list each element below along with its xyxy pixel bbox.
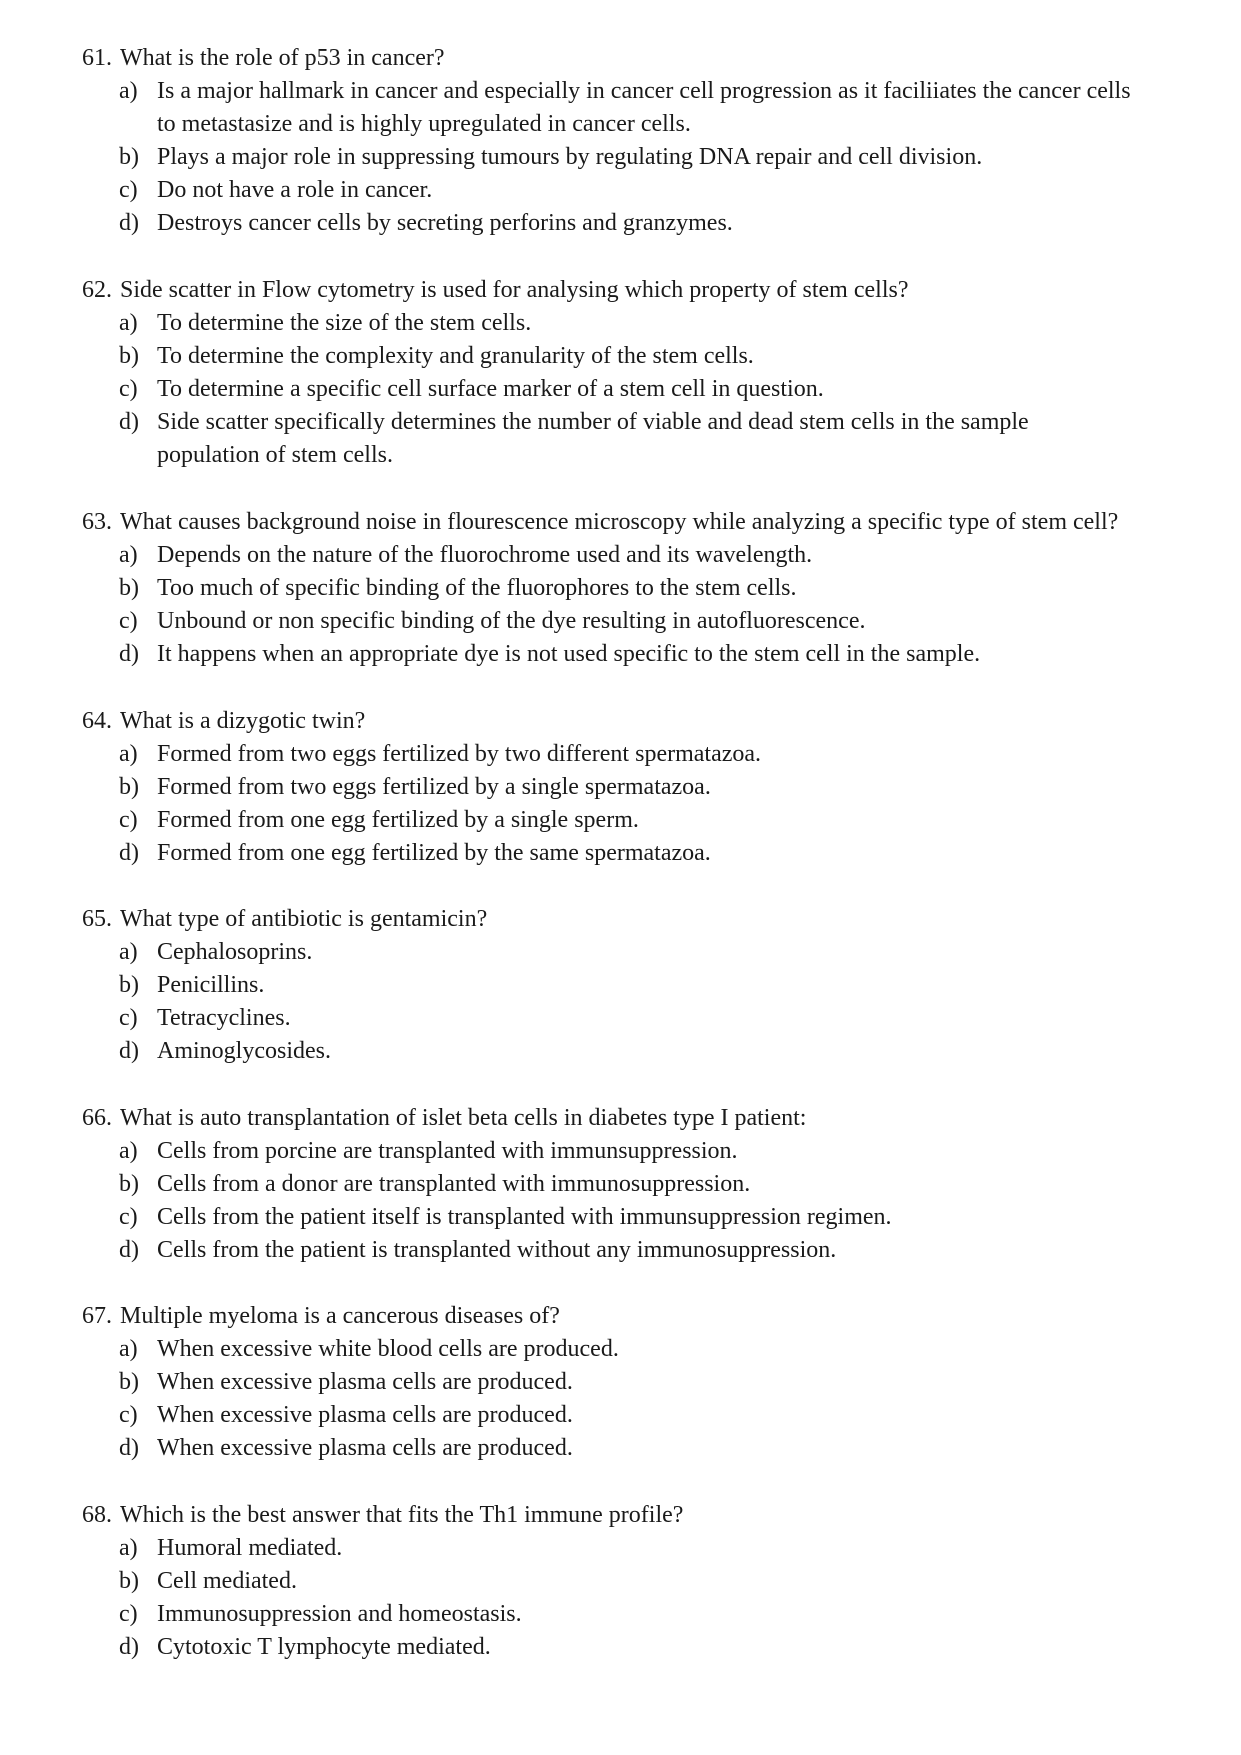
- option-text: Formed from two eggs fertilized by a single spermatazoa.: [157, 774, 711, 800]
- option-letter: a): [119, 939, 138, 965]
- option-letter: d): [119, 1237, 139, 1263]
- option-list: [82, 75, 1192, 240]
- option-d: [82, 638, 1192, 671]
- option-d: [82, 207, 1192, 240]
- option-text: Cells from porcine are transplanted with immunsuppression.: [157, 1138, 738, 1164]
- question-stem: [82, 705, 1192, 738]
- option-letter: a): [119, 741, 138, 767]
- option-letter: c): [119, 1204, 138, 1230]
- option-a: [82, 1135, 1192, 1168]
- option-c: [82, 1598, 1192, 1631]
- question-text: What is a dizygotic twin?: [120, 708, 366, 734]
- option-c: [82, 373, 1192, 406]
- option-letter: d): [119, 641, 139, 667]
- question-text: Side scatter in Flow cytometry is used for analysing which property of stem cells?: [120, 277, 909, 303]
- option-b: [82, 969, 1192, 1002]
- option-text: Is a major hallmark in cancer and especially in cancer cell progression as it faciliiates the cancer cells to metastasize and is highly upregulated in cancer cells.: [157, 78, 1131, 137]
- option-text: To determine the complexity and granularity of the stem cells.: [157, 343, 754, 369]
- option-letter: c): [119, 1402, 138, 1428]
- question-number: 62.: [82, 277, 112, 303]
- option-letter: b): [119, 1369, 139, 1395]
- option-b: [82, 1168, 1192, 1201]
- option-d: [82, 1035, 1192, 1068]
- option-text: Cell mediated.: [157, 1568, 297, 1594]
- question-text: What type of antibiotic is gentamicin?: [120, 906, 488, 932]
- question-number: 64.: [82, 708, 112, 734]
- option-text: Cells from the patient itself is transplanted with immunsuppression regimen.: [157, 1204, 892, 1230]
- option-b: [82, 340, 1192, 373]
- option-letter: d): [119, 210, 139, 236]
- question-63: [82, 506, 1192, 671]
- option-letter: a): [119, 78, 138, 104]
- option-letter: b): [119, 343, 139, 369]
- option-b: [82, 1366, 1192, 1399]
- option-text: Destroys cancer cells by secreting perforins and granzymes.: [157, 210, 733, 236]
- option-letter: d): [119, 1634, 139, 1660]
- option-d: [82, 406, 1192, 472]
- option-letter: c): [119, 608, 138, 634]
- question-stem: [82, 1300, 1192, 1333]
- question-text: What is the role of p53 in cancer?: [120, 45, 445, 71]
- option-a: [82, 75, 1192, 141]
- option-text: Cells from a donor are transplanted with immunosuppression.: [157, 1171, 751, 1197]
- question-65: [82, 903, 1192, 1068]
- option-letter: c): [119, 376, 138, 402]
- question-stem: [82, 903, 1192, 936]
- option-text: Plays a major role in suppressing tumours by regulating DNA repair and cell division.: [157, 144, 983, 170]
- option-a: [82, 738, 1192, 771]
- option-list: [82, 539, 1192, 671]
- option-text: Tetracyclines.: [157, 1005, 291, 1031]
- question-stem: [82, 506, 1192, 539]
- question-number: 65.: [82, 906, 112, 932]
- option-letter: b): [119, 774, 139, 800]
- question-62: [82, 274, 1192, 472]
- option-letter: a): [119, 1138, 138, 1164]
- option-letter: d): [119, 1038, 139, 1064]
- option-text: Too much of specific binding of the fluorophores to the stem cells.: [157, 575, 797, 601]
- option-letter: d): [119, 840, 139, 866]
- option-letter: c): [119, 1601, 138, 1627]
- option-text: Do not have a role in cancer.: [157, 177, 433, 203]
- option-list: [82, 738, 1192, 870]
- option-b: [82, 141, 1192, 174]
- option-list: [82, 1333, 1192, 1465]
- option-text: When excessive plasma cells are produced.: [157, 1402, 573, 1428]
- option-a: [82, 307, 1192, 340]
- option-letter: b): [119, 1171, 139, 1197]
- question-text: What causes background noise in flourescence microscopy while analyzing a specific type of stem cell?: [120, 509, 1119, 535]
- option-c: [82, 605, 1192, 638]
- option-text: Formed from two eggs fertilized by two different spermatazoa.: [157, 741, 762, 767]
- option-letter: b): [119, 144, 139, 170]
- option-d: [82, 1234, 1192, 1267]
- option-a: [82, 1333, 1192, 1366]
- option-text: Depends on the nature of the fluorochrome used and its wavelength.: [157, 542, 813, 568]
- question-number: 66.: [82, 1105, 112, 1131]
- question-stem: [82, 274, 1192, 307]
- option-list: [82, 307, 1192, 472]
- option-c: [82, 1002, 1192, 1035]
- question-stem: [82, 42, 1192, 75]
- option-c: [82, 1201, 1192, 1234]
- option-text: Formed from one egg fertilized by the same spermatazoa.: [157, 840, 711, 866]
- option-text: Cytotoxic T lymphocyte mediated.: [157, 1634, 491, 1660]
- option-letter: a): [119, 542, 138, 568]
- question-stem: [82, 1102, 1192, 1135]
- option-text: Cephalosoprins.: [157, 939, 313, 965]
- option-text: Penicillins.: [157, 972, 265, 998]
- option-letter: c): [119, 177, 138, 203]
- option-letter: a): [119, 1336, 138, 1362]
- option-letter: b): [119, 1568, 139, 1594]
- option-letter: a): [119, 1535, 138, 1561]
- option-text: Immunosuppression and homeostasis.: [157, 1601, 522, 1627]
- option-text: When excessive plasma cells are produced.: [157, 1369, 573, 1395]
- question-number: 67.: [82, 1303, 112, 1329]
- option-a: [82, 1532, 1192, 1565]
- option-c: [82, 174, 1192, 207]
- option-text: It happens when an appropriate dye is not used specific to the stem cell in the sample.: [157, 641, 981, 667]
- question-text: Which is the best answer that fits the Th1 immune profile?: [120, 1502, 684, 1528]
- option-letter: c): [119, 1005, 138, 1031]
- option-letter: b): [119, 575, 139, 601]
- question-text: Multiple myeloma is a cancerous diseases of?: [120, 1303, 560, 1329]
- option-list: [82, 936, 1192, 1068]
- option-list: [82, 1135, 1192, 1267]
- option-list: [82, 1532, 1192, 1664]
- option-letter: a): [119, 310, 138, 336]
- option-text: Cells from the patient is transplanted without any immunosuppression.: [157, 1237, 837, 1263]
- option-text: When excessive white blood cells are produced.: [157, 1336, 619, 1362]
- question-number: 61.: [82, 45, 112, 71]
- option-a: [82, 936, 1192, 969]
- option-text: When excessive plasma cells are produced.: [157, 1435, 573, 1461]
- option-c: [82, 804, 1192, 837]
- option-letter: b): [119, 972, 139, 998]
- question-stem: [82, 1499, 1192, 1532]
- option-a: [82, 539, 1192, 572]
- option-d: [82, 1631, 1192, 1664]
- question-67: [82, 1300, 1192, 1465]
- option-letter: d): [119, 409, 139, 435]
- question-66: [82, 1102, 1192, 1267]
- option-c: [82, 1399, 1192, 1432]
- option-text: Formed from one egg fertilized by a single sperm.: [157, 807, 639, 833]
- question-61: [82, 42, 1192, 240]
- option-b: [82, 572, 1192, 605]
- question-64: [82, 705, 1192, 870]
- option-text: To determine the size of the stem cells.: [157, 310, 532, 336]
- question-68: [82, 1499, 1192, 1664]
- question-text: What is auto transplantation of islet beta cells in diabetes type I patient:: [120, 1105, 807, 1131]
- question-number: 63.: [82, 509, 112, 535]
- option-text: Humoral mediated.: [157, 1535, 343, 1561]
- option-text: Side scatter specifically determines the number of viable and dead stem cells in the sample population of stem cells.: [157, 409, 1029, 468]
- option-b: [82, 1565, 1192, 1598]
- option-letter: d): [119, 1435, 139, 1461]
- option-text: Aminoglycosides.: [157, 1038, 331, 1064]
- option-b: [82, 771, 1192, 804]
- option-text: To determine a specific cell surface marker of a stem cell in question.: [157, 376, 824, 402]
- question-number: 68.: [82, 1502, 112, 1528]
- option-d: [82, 1432, 1192, 1465]
- option-text: Unbound or non specific binding of the dye resulting in autofluorescence.: [157, 608, 866, 634]
- option-d: [82, 837, 1192, 870]
- option-letter: c): [119, 807, 138, 833]
